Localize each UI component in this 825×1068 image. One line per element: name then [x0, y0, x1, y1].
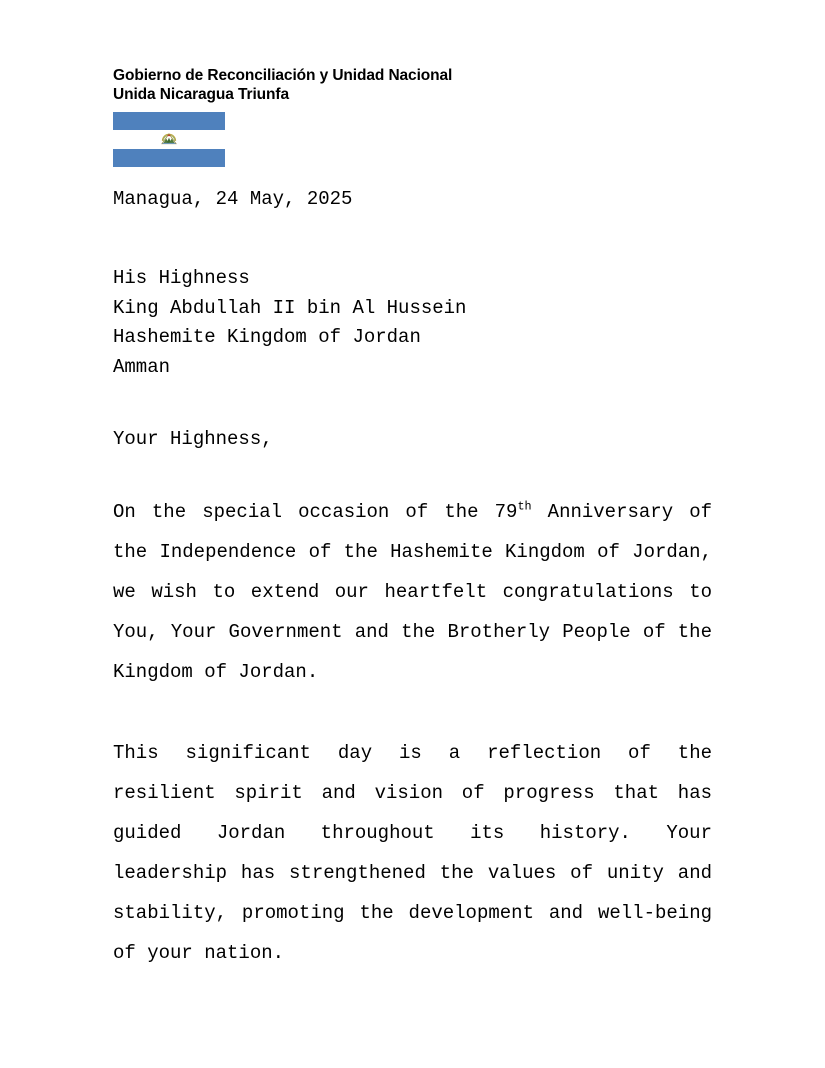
paragraph-1-text-after-superscript: Anniversary of the Independence of the Hashemite Kingdom of Jordan, we wish to extend our heartfelt congratulations to You, Your Government and the Brotherly People of the Kingdom of Jordan.: [113, 501, 713, 683]
body-paragraph-1: [113, 492, 712, 692]
flag-band-middle: [113, 130, 225, 148]
salutation: Your Highness,: [113, 428, 273, 450]
address-line: Amman: [113, 355, 171, 378]
letterhead: [113, 66, 733, 104]
nicaragua-flag-icon: [113, 112, 225, 167]
date-line: Managua, 24 May, 2025: [113, 188, 353, 210]
ordinal-suffix-superscript: th: [517, 499, 532, 514]
address-line: His Highness: [113, 267, 250, 289]
address-line: Hashemite Kingdom of Jordan: [113, 326, 421, 349]
letterhead-line-2: Unida Nicaragua Triunfa: [113, 86, 289, 103]
recipient-address-block: [113, 264, 712, 382]
coat-of-arms-icon: [160, 131, 179, 148]
letterhead-line-1: Gobierno de Reconciliación y Unidad Nacional: [113, 67, 453, 84]
flag-band-bottom: [113, 149, 225, 167]
address-line: King Abdullah II bin Al Hussein: [113, 296, 467, 319]
paragraph-1-text-before-superscript: On the special occasion of the 79: [113, 501, 518, 523]
flag-band-top: [113, 112, 225, 130]
body-paragraph-2: This significant day is a reflection of the resilient spirit and vision of progress that has guided Jordan throughout its history. Your leadership has strengthened the values of unity and stability, promoting the development and well-being of your nation.: [113, 742, 712, 964]
